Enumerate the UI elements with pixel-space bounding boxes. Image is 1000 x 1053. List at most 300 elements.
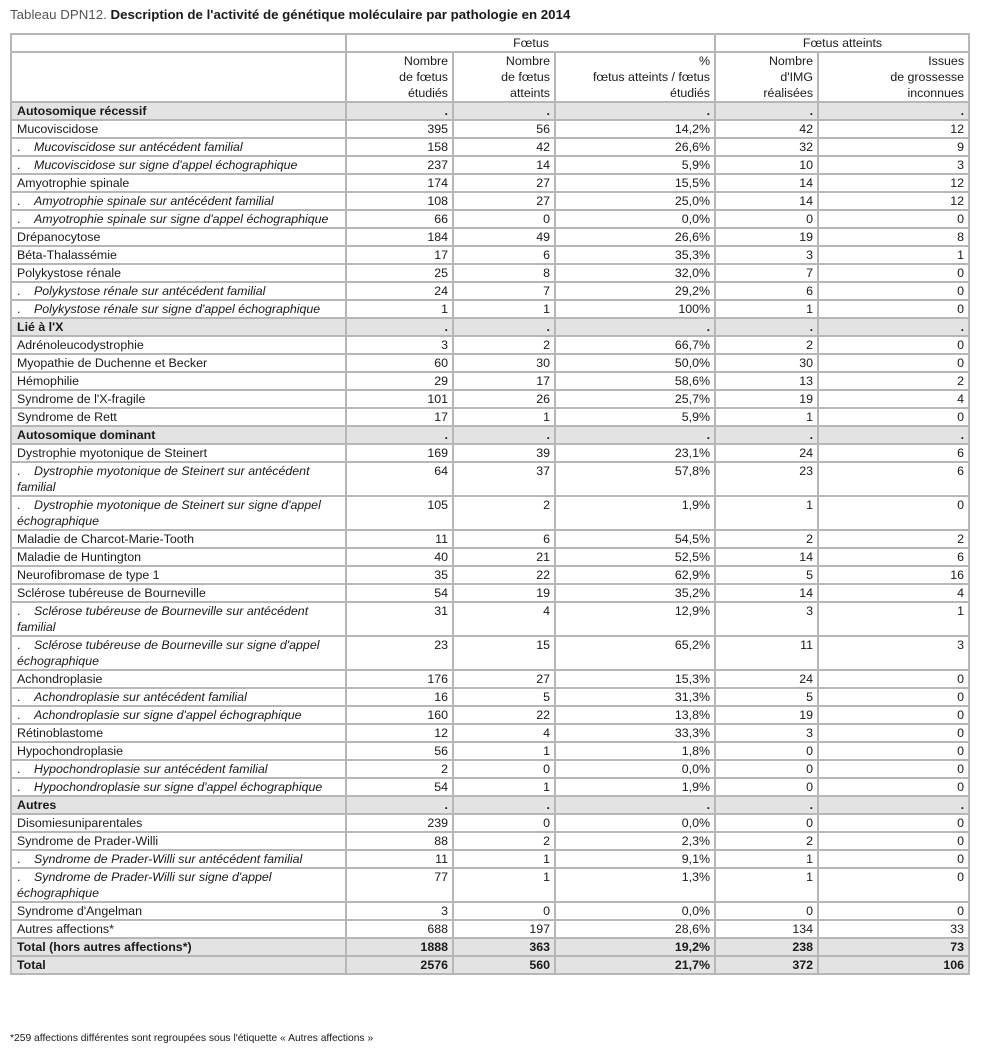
cell-foetus-etudies: 56	[346, 742, 453, 760]
header-group-foetus: Fœtus	[346, 34, 715, 52]
cell-pct-atteints: 50,0%	[555, 354, 715, 372]
pathology-cell	[11, 138, 346, 156]
table-row	[11, 920, 969, 938]
cell-foetus-etudies: 169	[346, 444, 453, 462]
cell-issues-inconnues: 16	[818, 566, 969, 584]
table-row	[11, 548, 969, 566]
cell-issues-inconnues: 0	[818, 760, 969, 778]
pathology-cell	[11, 496, 346, 530]
cell-pct-atteints: 1,9%	[555, 778, 715, 796]
cell-foetus-atteints: 0	[453, 210, 555, 228]
pathology-label: Maladie de Charcot-Marie-Tooth	[17, 532, 194, 546]
pathology-label: Polykystose rénale sur antécédent familial	[34, 284, 266, 298]
cell-foetus-atteints: 27	[453, 670, 555, 688]
cell-foetus-atteints: 8	[453, 264, 555, 282]
pathology-cell	[11, 174, 346, 192]
pathology-label: Lié à l'X	[17, 320, 64, 334]
cell-foetus-etudies: .	[346, 318, 453, 336]
pathology-label: Syndrome de Prader-Willi sur antécédent familial	[34, 852, 303, 866]
table-subrow	[11, 138, 969, 156]
pathology-label: Amyotrophie spinale sur antécédent familial	[34, 194, 274, 208]
cell-issues-inconnues: 0	[818, 264, 969, 282]
pathology-cell	[11, 336, 346, 354]
pathology-cell	[11, 408, 346, 426]
pathology-cell	[11, 318, 346, 336]
pathology-label: Amyotrophie spinale	[17, 176, 130, 190]
cell-foetus-atteints: .	[453, 102, 555, 120]
cell-issues-inconnues: .	[818, 426, 969, 444]
table-row	[11, 120, 969, 138]
cell-pct-atteints: 29,2%	[555, 282, 715, 300]
cell-img-realisees: 24	[715, 444, 818, 462]
cell-issues-inconnues: 1	[818, 602, 969, 636]
pathology-cell	[11, 602, 346, 636]
cell-foetus-atteints: 15	[453, 636, 555, 670]
cell-issues-inconnues: 9	[818, 138, 969, 156]
pathology-label: Hypochondroplasie sur signe d'appel échographique	[34, 780, 323, 794]
column-header-pathology	[11, 52, 346, 102]
cell-issues-inconnues: 2	[818, 530, 969, 548]
cell-img-realisees: 19	[715, 228, 818, 246]
cell-foetus-atteints: .	[453, 318, 555, 336]
table-subrow	[11, 778, 969, 796]
table-row	[11, 742, 969, 760]
sub-bullet: .	[17, 140, 21, 154]
cell-pct-atteints: 28,6%	[555, 920, 715, 938]
cell-img-realisees: 0	[715, 760, 818, 778]
cell-foetus-etudies: 24	[346, 282, 453, 300]
cell-foetus-etudies: 23	[346, 636, 453, 670]
pathology-label: Polykystose rénale sur signe d'appel échographique	[34, 302, 321, 316]
cell-pct-atteints: 33,3%	[555, 724, 715, 742]
pathology-cell	[11, 530, 346, 548]
cell-foetus-etudies: 237	[346, 156, 453, 174]
cell-img-realisees: .	[715, 426, 818, 444]
cell-pct-atteints: 15,5%	[555, 174, 715, 192]
cell-foetus-etudies: 160	[346, 706, 453, 724]
cell-issues-inconnues: 0	[818, 814, 969, 832]
cell-img-realisees: 2	[715, 832, 818, 850]
pathology-label: Hémophilie	[17, 374, 79, 388]
cell-foetus-etudies: 105	[346, 496, 453, 530]
cell-img-realisees: 5	[715, 688, 818, 706]
pathology-label: Hypochondroplasie	[17, 744, 124, 758]
pathology-cell	[11, 868, 346, 902]
table-row	[11, 264, 969, 282]
pathology-cell	[11, 636, 346, 670]
cell-foetus-etudies: 88	[346, 832, 453, 850]
cell-foetus-atteints: .	[453, 796, 555, 814]
pathology-cell	[11, 462, 346, 496]
cell-pct-atteints: 26,6%	[555, 228, 715, 246]
cell-img-realisees: 14	[715, 584, 818, 602]
cell-foetus-etudies: 29	[346, 372, 453, 390]
section-row	[11, 318, 969, 336]
pathology-label: Total	[17, 958, 46, 972]
table-caption	[10, 7, 570, 22]
cell-foetus-etudies: .	[346, 796, 453, 814]
cell-img-realisees: 0	[715, 742, 818, 760]
sub-bullet: .	[17, 302, 21, 316]
cell-foetus-atteints: 0	[453, 814, 555, 832]
cell-foetus-atteints: 1	[453, 300, 555, 318]
pathology-table	[10, 33, 970, 975]
cell-pct-atteints: 32,0%	[555, 264, 715, 282]
cell-issues-inconnues: 6	[818, 444, 969, 462]
sub-bullet: .	[17, 638, 21, 652]
cell-foetus-atteints: 363	[453, 938, 555, 956]
header-group-row	[11, 34, 969, 52]
cell-foetus-atteints: 7	[453, 282, 555, 300]
table-subrow	[11, 300, 969, 318]
cell-pct-atteints: 12,9%	[555, 602, 715, 636]
table-subrow	[11, 760, 969, 778]
cell-pct-atteints: 52,5%	[555, 548, 715, 566]
cell-foetus-etudies: 184	[346, 228, 453, 246]
section-row	[11, 102, 969, 120]
cell-issues-inconnues: 0	[818, 706, 969, 724]
pathology-label: Syndrome d'Angelman	[17, 904, 142, 918]
sub-bullet: .	[17, 708, 21, 722]
cell-img-realisees: 1	[715, 850, 818, 868]
table-subrow	[11, 282, 969, 300]
pathology-label: Mucoviscidose sur signe d'appel échographique	[34, 158, 298, 172]
column-header-foetus-atteints: Nombre de fœtus atteints	[453, 52, 555, 102]
table-subrow	[11, 706, 969, 724]
table-row	[11, 584, 969, 602]
pathology-cell	[11, 300, 346, 318]
cell-img-realisees: 2	[715, 530, 818, 548]
cell-foetus-etudies: 17	[346, 408, 453, 426]
cell-pct-atteints: 9,1%	[555, 850, 715, 868]
pathology-label: Adrénoleucodystrophie	[17, 338, 144, 352]
table-subrow	[11, 156, 969, 174]
cell-foetus-etudies: 40	[346, 548, 453, 566]
pathology-cell	[11, 120, 346, 138]
pathology-cell	[11, 210, 346, 228]
pathology-label: Maladie de Huntington	[17, 550, 141, 564]
cell-issues-inconnues: 0	[818, 868, 969, 902]
cell-img-realisees: 372	[715, 956, 818, 974]
cell-pct-atteints: 1,8%	[555, 742, 715, 760]
cell-pct-atteints: 100%	[555, 300, 715, 318]
pathology-label: Sclérose tubéreuse de Bourneville sur signe d'appel échographique	[17, 638, 320, 668]
cell-foetus-atteints: 1	[453, 868, 555, 902]
column-header-issues-inconnues: Issues de grossesse inconnues	[818, 52, 969, 102]
section-row	[11, 796, 969, 814]
cell-img-realisees: 13	[715, 372, 818, 390]
cell-img-realisees: 2	[715, 336, 818, 354]
cell-issues-inconnues: 0	[818, 354, 969, 372]
cell-img-realisees: 14	[715, 174, 818, 192]
cell-img-realisees: 1	[715, 868, 818, 902]
cell-foetus-atteints: 22	[453, 706, 555, 724]
pathology-cell	[11, 760, 346, 778]
cell-pct-atteints: .	[555, 796, 715, 814]
table-row	[11, 174, 969, 192]
pathology-label: Neurofibromase de type 1	[17, 568, 160, 582]
pathology-label: Achondroplasie	[17, 672, 103, 686]
cell-issues-inconnues: 0	[818, 336, 969, 354]
pathology-label: Mucoviscidose sur antécédent familial	[34, 140, 243, 154]
pathology-cell	[11, 832, 346, 850]
cell-img-realisees: 23	[715, 462, 818, 496]
cell-issues-inconnues: 0	[818, 902, 969, 920]
cell-img-realisees: 10	[715, 156, 818, 174]
cell-issues-inconnues: 0	[818, 210, 969, 228]
cell-foetus-atteints: 22	[453, 566, 555, 584]
cell-img-realisees: 32	[715, 138, 818, 156]
sub-bullet: .	[17, 212, 21, 226]
cell-issues-inconnues: 0	[818, 742, 969, 760]
cell-pct-atteints: 5,9%	[555, 156, 715, 174]
pathology-label: Rétinoblastome	[17, 726, 104, 740]
cell-img-realisees: 19	[715, 706, 818, 724]
cell-img-realisees: 24	[715, 670, 818, 688]
cell-pct-atteints: 25,0%	[555, 192, 715, 210]
pathology-label: Hypochondroplasie sur antécédent familial	[34, 762, 268, 776]
table-row	[11, 814, 969, 832]
cell-pct-atteints: 0,0%	[555, 760, 715, 778]
cell-pct-atteints: 1,3%	[555, 868, 715, 902]
cell-foetus-atteints: 560	[453, 956, 555, 974]
cell-img-realisees: 1	[715, 300, 818, 318]
pathology-cell	[11, 778, 346, 796]
cell-issues-inconnues: 0	[818, 496, 969, 530]
sub-bullet: .	[17, 690, 21, 704]
cell-foetus-atteints: 26	[453, 390, 555, 408]
sub-bullet: .	[17, 498, 21, 512]
cell-issues-inconnues: 0	[818, 850, 969, 868]
cell-pct-atteints: 31,3%	[555, 688, 715, 706]
pathology-cell	[11, 444, 346, 462]
cell-issues-inconnues: .	[818, 796, 969, 814]
table-row	[11, 832, 969, 850]
pathology-cell	[11, 192, 346, 210]
pathology-cell	[11, 724, 346, 742]
sub-bullet: .	[17, 762, 21, 776]
cell-foetus-atteints: 6	[453, 530, 555, 548]
cell-pct-atteints: 26,6%	[555, 138, 715, 156]
pathology-label: Syndrome de Prader-Willi	[17, 834, 159, 848]
cell-pct-atteints: 21,7%	[555, 956, 715, 974]
cell-issues-inconnues: 4	[818, 584, 969, 602]
pathology-cell	[11, 548, 346, 566]
cell-img-realisees: 3	[715, 602, 818, 636]
cell-img-realisees: 0	[715, 814, 818, 832]
cell-img-realisees: 14	[715, 548, 818, 566]
cell-issues-inconnues: 73	[818, 938, 969, 956]
table-row	[11, 372, 969, 390]
cell-foetus-atteints: .	[453, 426, 555, 444]
cell-issues-inconnues: 0	[818, 832, 969, 850]
cell-foetus-atteints: 1	[453, 742, 555, 760]
cell-foetus-etudies: 31	[346, 602, 453, 636]
cell-img-realisees: 5	[715, 566, 818, 584]
cell-pct-atteints: 65,2%	[555, 636, 715, 670]
cell-img-realisees: 11	[715, 636, 818, 670]
pathology-label: Syndrome de l'X-fragile	[17, 392, 146, 406]
cell-issues-inconnues: 6	[818, 548, 969, 566]
cell-pct-atteints: 1,9%	[555, 496, 715, 530]
table-subrow	[11, 602, 969, 636]
pathology-label: Mucoviscidose	[17, 122, 99, 136]
cell-issues-inconnues: .	[818, 102, 969, 120]
cell-foetus-etudies: 66	[346, 210, 453, 228]
cell-issues-inconnues: 2	[818, 372, 969, 390]
cell-issues-inconnues: 0	[818, 408, 969, 426]
table-subrow	[11, 688, 969, 706]
pathology-label: Béta-Thalassémie	[17, 248, 117, 262]
table-row	[11, 530, 969, 548]
cell-foetus-etudies: 239	[346, 814, 453, 832]
cell-foetus-etudies: 688	[346, 920, 453, 938]
pathology-cell	[11, 742, 346, 760]
cell-pct-atteints: 62,9%	[555, 566, 715, 584]
pathology-label: Myopathie de Duchenne et Becker	[17, 356, 208, 370]
cell-issues-inconnues: 12	[818, 192, 969, 210]
cell-foetus-etudies: 2	[346, 760, 453, 778]
cell-issues-inconnues: 0	[818, 688, 969, 706]
table-subrow	[11, 496, 969, 530]
cell-pct-atteints: 35,3%	[555, 246, 715, 264]
section-row	[11, 426, 969, 444]
cell-foetus-etudies: 174	[346, 174, 453, 192]
cell-issues-inconnues: 3	[818, 156, 969, 174]
table-row	[11, 246, 969, 264]
cell-issues-inconnues: 0	[818, 724, 969, 742]
cell-img-realisees: 0	[715, 210, 818, 228]
cell-pct-atteints: 0,0%	[555, 814, 715, 832]
cell-pct-atteints: 5,9%	[555, 408, 715, 426]
footnote: *259 affections différentes sont regroupées sous l'étiquette « Autres affections »	[10, 1033, 374, 1044]
table-subrow	[11, 636, 969, 670]
sub-bullet: .	[17, 852, 21, 866]
pathology-label: Amyotrophie spinale sur signe d'appel échographique	[34, 212, 329, 226]
cell-issues-inconnues: 33	[818, 920, 969, 938]
cell-foetus-atteints: 37	[453, 462, 555, 496]
table-subrow	[11, 850, 969, 868]
cell-img-realisees: 6	[715, 282, 818, 300]
cell-foetus-etudies: 17	[346, 246, 453, 264]
pathology-cell	[11, 246, 346, 264]
cell-foetus-etudies: 25	[346, 264, 453, 282]
cell-img-realisees: 7	[715, 264, 818, 282]
cell-img-realisees: 134	[715, 920, 818, 938]
pathology-cell	[11, 920, 346, 938]
cell-pct-atteints: 25,7%	[555, 390, 715, 408]
cell-issues-inconnues: 12	[818, 174, 969, 192]
cell-foetus-atteints: 21	[453, 548, 555, 566]
cell-foetus-atteints: 27	[453, 192, 555, 210]
cell-pct-atteints: 15,3%	[555, 670, 715, 688]
cell-foetus-atteints: 2	[453, 832, 555, 850]
pathology-label: Autosomique dominant	[17, 428, 156, 442]
cell-img-realisees: .	[715, 102, 818, 120]
cell-issues-inconnues: 12	[818, 120, 969, 138]
header-group-foetus-atteints: Fœtus atteints	[715, 34, 969, 52]
cell-img-realisees: 3	[715, 724, 818, 742]
table-header	[11, 34, 969, 102]
cell-issues-inconnues: 0	[818, 778, 969, 796]
pathology-label: Achondroplasie sur antécédent familial	[34, 690, 247, 704]
pathology-cell	[11, 354, 346, 372]
pathology-cell	[11, 814, 346, 832]
pathology-cell	[11, 688, 346, 706]
pathology-label: Achondroplasie sur signe d'appel échographique	[34, 708, 302, 722]
pathology-cell	[11, 102, 346, 120]
cell-issues-inconnues: 6	[818, 462, 969, 496]
sub-bullet: .	[17, 780, 21, 794]
pathology-cell	[11, 372, 346, 390]
table-row	[11, 354, 969, 372]
cell-issues-inconnues: .	[818, 318, 969, 336]
pathology-label: Dystrophie myotonique de Steinert sur antécédent familial	[17, 464, 310, 494]
pathology-label: Sclérose tubéreuse de Bourneville sur antécédent familial	[17, 604, 309, 634]
pathology-cell	[11, 902, 346, 920]
pathology-cell	[11, 796, 346, 814]
pathology-label: Syndrome de Rett	[17, 410, 117, 424]
column-header-img-realisees: Nombre d'IMG réalisées	[715, 52, 818, 102]
pathology-cell	[11, 390, 346, 408]
table-row	[11, 724, 969, 742]
cell-foetus-etudies: 64	[346, 462, 453, 496]
pathology-cell	[11, 264, 346, 282]
sub-bullet: .	[17, 604, 21, 618]
pathology-label: Drépanocytose	[17, 230, 101, 244]
cell-img-realisees: 1	[715, 408, 818, 426]
cell-foetus-atteints: 4	[453, 602, 555, 636]
cell-foetus-atteints: 0	[453, 902, 555, 920]
cell-issues-inconnues: 8	[818, 228, 969, 246]
header-group-empty	[11, 34, 346, 52]
cell-issues-inconnues: 0	[818, 670, 969, 688]
pathology-label: Disomiesuniparentales	[17, 816, 143, 830]
cell-foetus-etudies: 16	[346, 688, 453, 706]
total-row	[11, 956, 969, 974]
cell-issues-inconnues: 0	[818, 300, 969, 318]
cell-pct-atteints: 14,2%	[555, 120, 715, 138]
cell-foetus-atteints: 1	[453, 408, 555, 426]
table-subrow	[11, 210, 969, 228]
pathology-label: Sclérose tubéreuse de Bourneville	[17, 586, 206, 600]
cell-foetus-atteints: 0	[453, 760, 555, 778]
table-row	[11, 444, 969, 462]
cell-foetus-atteints: 27	[453, 174, 555, 192]
sub-bullet: .	[17, 464, 21, 478]
cell-pct-atteints: 0,0%	[555, 210, 715, 228]
pathology-label: Polykystose rénale	[17, 266, 121, 280]
cell-foetus-etudies: 60	[346, 354, 453, 372]
table-row	[11, 670, 969, 688]
cell-foetus-etudies: 395	[346, 120, 453, 138]
table-subrow	[11, 868, 969, 902]
table-row	[11, 902, 969, 920]
cell-foetus-etudies: 3	[346, 336, 453, 354]
table-row	[11, 566, 969, 584]
cell-pct-atteints: 23,1%	[555, 444, 715, 462]
cell-foetus-etudies: 1888	[346, 938, 453, 956]
pathology-cell	[11, 426, 346, 444]
cell-img-realisees: .	[715, 796, 818, 814]
pathology-cell	[11, 228, 346, 246]
table-row	[11, 336, 969, 354]
cell-foetus-etudies: 11	[346, 530, 453, 548]
cell-foetus-etudies: 108	[346, 192, 453, 210]
cell-img-realisees: 0	[715, 902, 818, 920]
table-caption-label: Tableau DPN12.	[10, 7, 107, 22]
table-row	[11, 408, 969, 426]
